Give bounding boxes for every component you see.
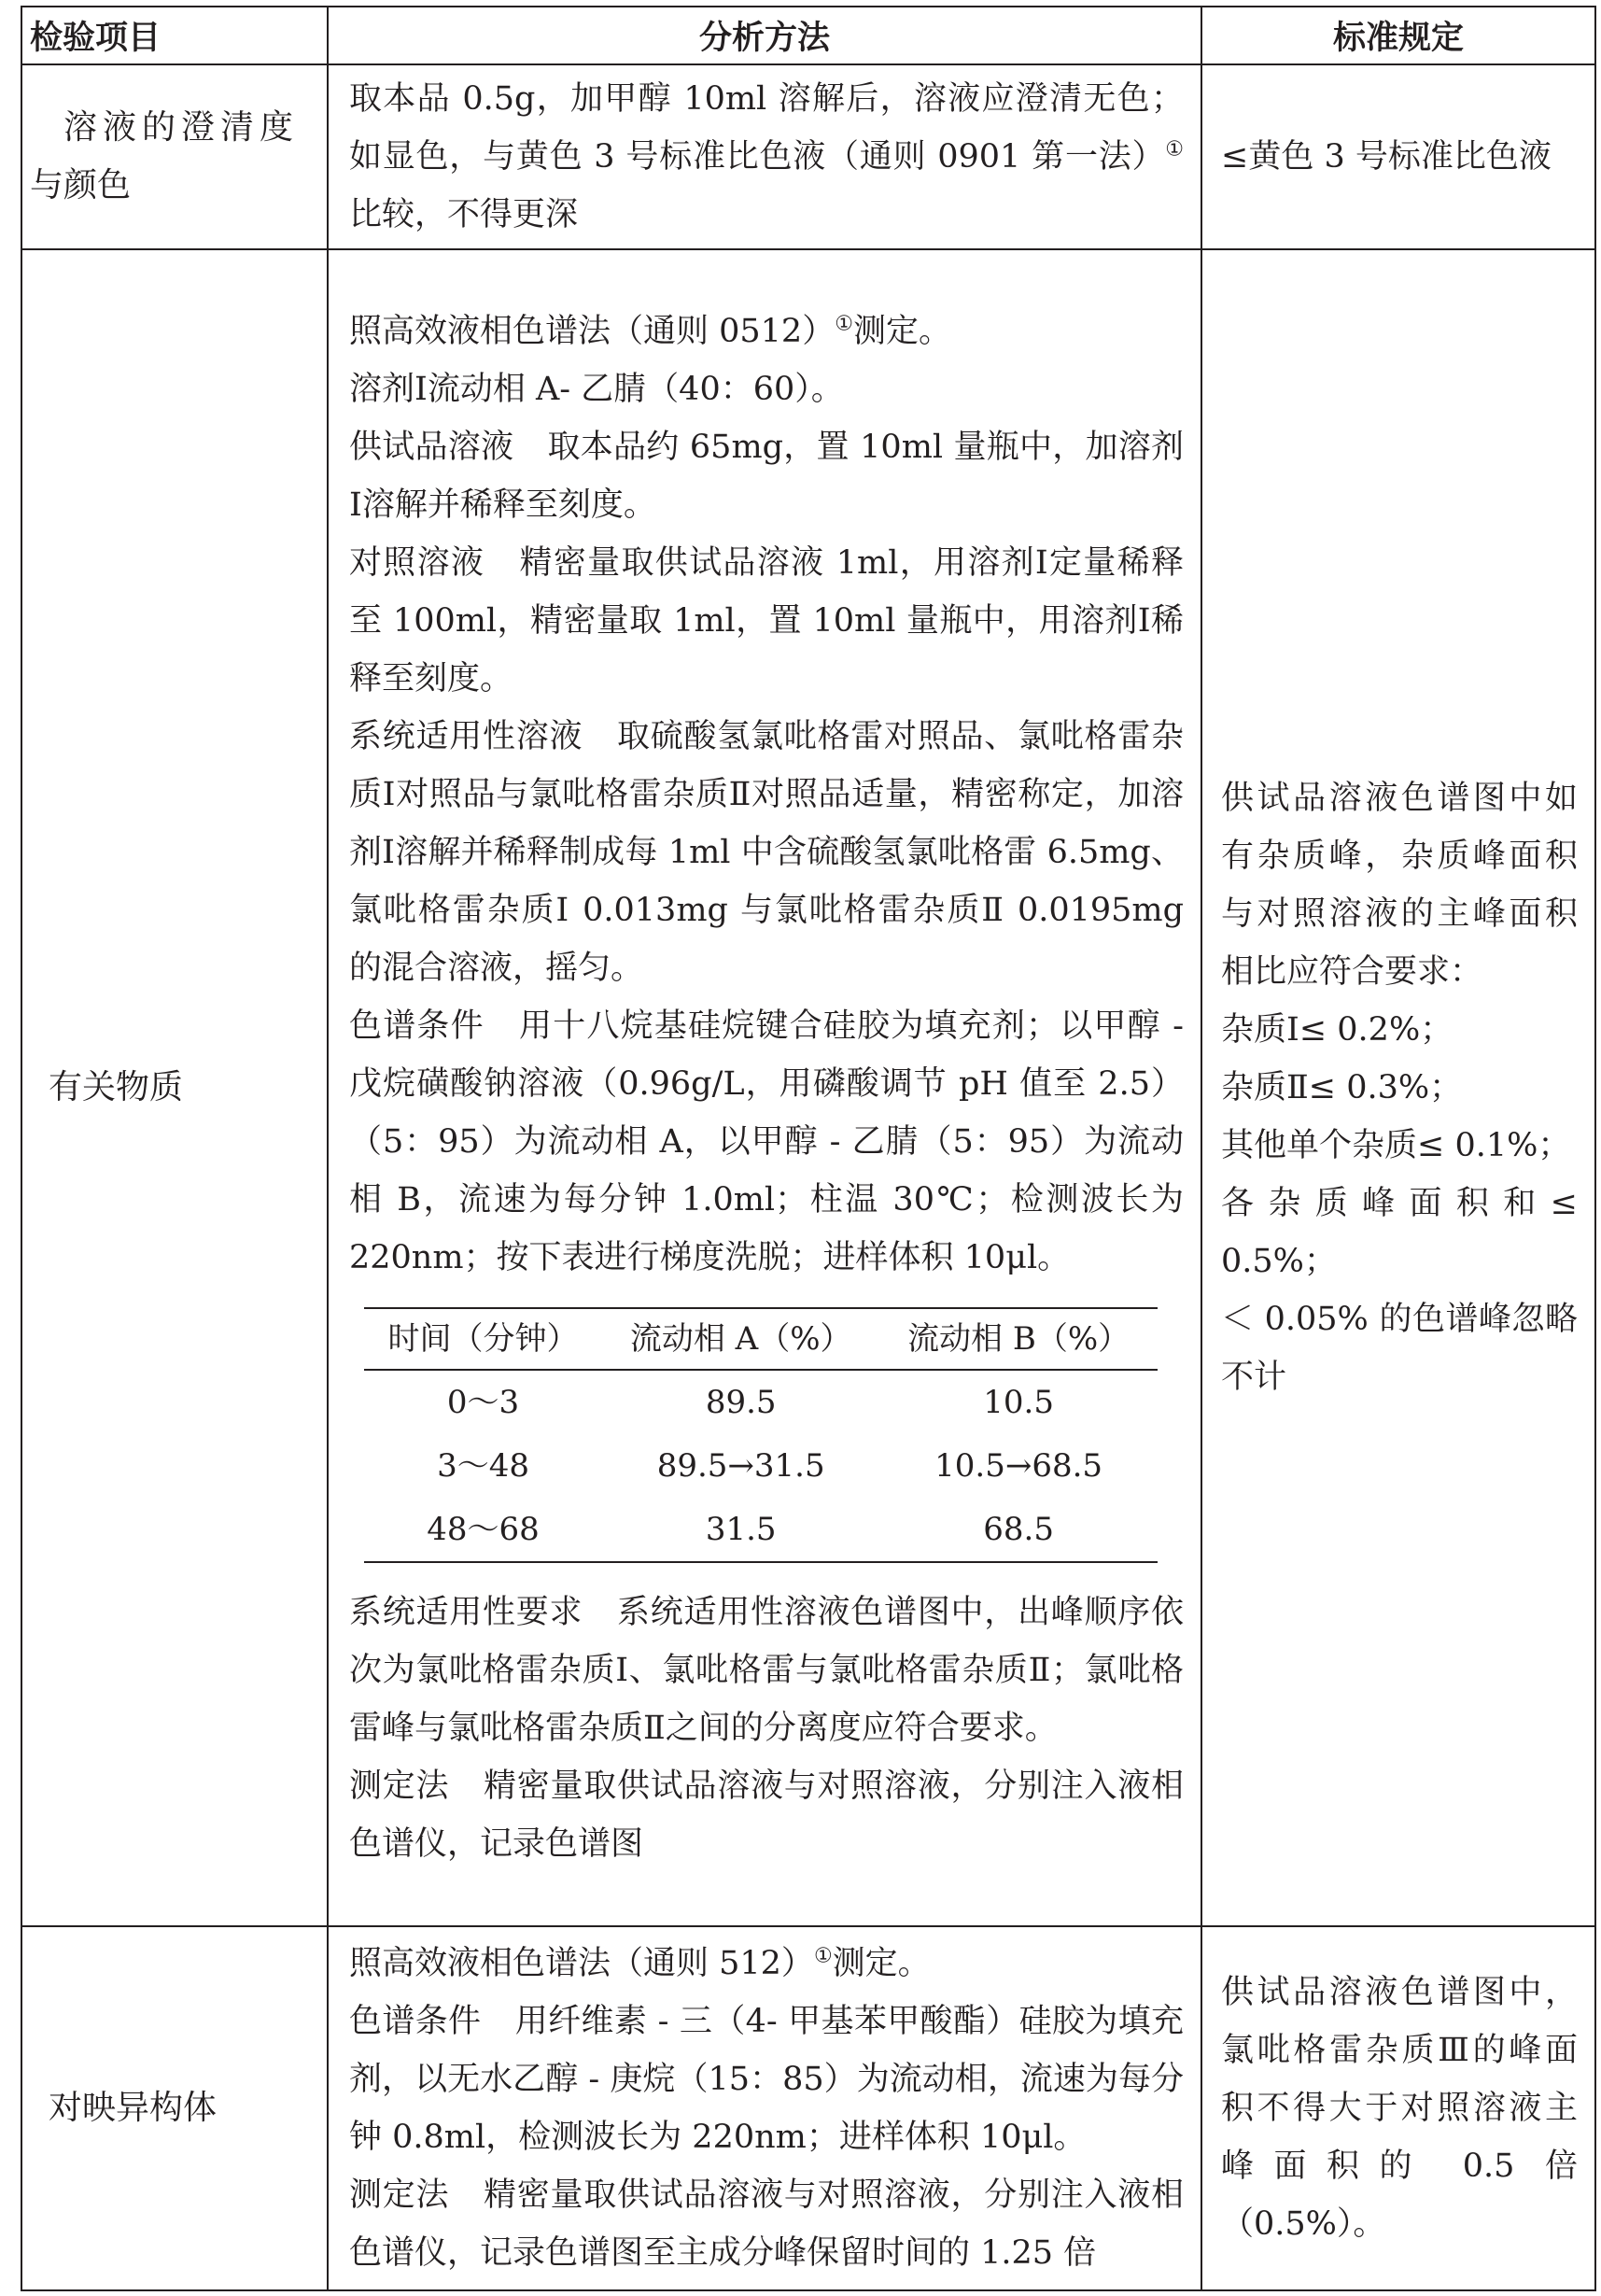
- gradient-row: [364, 1498, 1158, 1562]
- gradient-header-time: 时间（分钟）: [364, 1308, 602, 1370]
- header-test-item: 检验项目: [21, 7, 328, 64]
- method-para-3: 供试品溶液 取本品约 65mg，置 10ml 量瓶中，加溶剂Ⅰ溶解并稀释至刻度。: [349, 429, 1184, 524]
- gradient-row: [364, 1370, 1158, 1434]
- standard-line: 杂质Ⅱ≤ 0.3%；: [1221, 1069, 1463, 1106]
- gradient-row: [364, 1434, 1158, 1498]
- footnote-marker: ①: [1165, 137, 1184, 162]
- method-clarity-color: [328, 64, 1201, 249]
- item-clarity-color: [21, 64, 328, 249]
- gradient-cell: 0～3: [446, 1384, 520, 1421]
- method-para-1: 照高效液相色谱法（通则 512）①测定。: [349, 1944, 931, 1982]
- method-para-4: 对照溶液 精密量取供试品溶液 1ml，用溶剂Ⅰ定量稀释至 100ml，精密量取 1ml，置 10ml 量瓶中，用溶剂Ⅰ稀释至刻度。: [349, 544, 1184, 697]
- gradient-header-phase-a: 流动相 A（%）: [602, 1308, 879, 1370]
- item-clarity-line1: 溶液的澄清度: [63, 108, 300, 147]
- method-related-substances: [328, 249, 1201, 1926]
- gradient-cell: 10.5: [983, 1384, 1054, 1421]
- standard-line: ＜ 0.05% 的色谱峰忽略不计: [1221, 1301, 1578, 1396]
- header-standard: 标准规定: [1201, 7, 1595, 64]
- header-analysis-method: 分析方法: [328, 7, 1201, 64]
- standard-line: 杂质Ⅰ≤ 0.2%；: [1221, 1011, 1454, 1049]
- gradient-cell: 89.5: [705, 1384, 777, 1421]
- gradient-header-phase-b: 流动相 B（%）: [879, 1308, 1158, 1370]
- method-para-5: 系统适用性溶液 取硫酸氢氯吡格雷对照品、氯吡格雷杂质Ⅰ对照品与氯吡格雷杂质Ⅱ对照品适量，精密称定，加溶剂Ⅰ溶解并稀释制成每 1ml 中含硫酸氢氯吡格雷 6.5mg、氯吡格雷杂质Ⅰ 0.013mg 与氯吡格雷杂质Ⅱ 0.0195mg 的混合溶液，摇匀。: [349, 718, 1184, 987]
- gradient-header-row: [364, 1308, 1158, 1370]
- standard-related-substances: [1201, 249, 1595, 1926]
- gradient-cell: 10.5→68.5: [934, 1447, 1103, 1485]
- gradient-cell: 68.5: [983, 1511, 1054, 1548]
- item-enantiomer: 对映异构体: [21, 1926, 328, 2290]
- method-para-7: 系统适用性要求 系统适用性溶液色谱图中，出峰顺序依次为氯吡格雷杂质Ⅰ、氯吡格雷与氯吡格雷杂质Ⅱ；氯吡格雷峰与氯吡格雷杂质Ⅱ之间的分离度应符合要求。: [349, 1594, 1184, 1747]
- standard-line: 供试品溶液色谱图中如有杂质峰，杂质峰面积与对照溶液的主峰面积相比应符合要求：: [1221, 780, 1578, 991]
- footnote-marker: ①: [835, 312, 853, 336]
- gradient-cell: 48～68: [427, 1511, 540, 1548]
- method-para-6: 色谱条件 用十八烷基硅烷键合硅胶为填充剂；以甲醇 - 戊烷磺酸钠溶液（0.96g/L，用磷酸调节 pH 值至 2.5）（5：95）为流动相 A，以甲醇 - 乙腈（5：95）为流动相 B，流速为每分钟 1.0ml；柱温 30℃；检测波长为 220nm；按下表进行梯度洗脱；进样体积 10μl。: [349, 1007, 1184, 1276]
- gradient-table: [364, 1307, 1158, 1563]
- quality-spec-table: [21, 6, 1596, 2291]
- standard-line: 其他单个杂质≤ 0.1%；: [1221, 1127, 1571, 1164]
- gradient-cell: 3～48: [437, 1447, 529, 1485]
- table-row-clarity: [21, 64, 1595, 249]
- gradient-cell: 89.5→31.5: [656, 1447, 825, 1485]
- standard-enantiomer: 供试品溶液色谱图中，氯吡格雷杂质Ⅲ的峰面积不得大于对照溶液主峰面积的 0.5 倍（0.5%）。: [1201, 1926, 1595, 2290]
- method-para-2: 溶剂Ⅰ流动相 A- 乙腈（40：60）。: [349, 371, 844, 408]
- footnote-marker: ①: [813, 1944, 833, 1968]
- item-clarity-line2: 与颜色: [30, 166, 132, 204]
- table-header-row: [21, 7, 1595, 64]
- table-row-related-substances: [21, 249, 1595, 1926]
- item-related-substances: 有关物质: [21, 249, 328, 1926]
- method-clarity-text: 取本品 0.5g，加甲醇 10ml 溶解后，溶液应澄清无色；如显色，与黄色 3 号标准比色液（通则 0901 第一法）①比较，不得更深: [349, 80, 1184, 233]
- table-row-enantiomer: [21, 1926, 1595, 2290]
- gradient-cell: 31.5: [705, 1511, 777, 1548]
- method-para-1: 照高效液相色谱法（通则 0512）①测定。: [349, 312, 951, 350]
- standard-clarity-color: ≤黄色 3 号标准比色液: [1201, 64, 1595, 249]
- method-para-3: 测定法 精密量取供试品溶液与对照溶液，分别注入液相色谱仪，记录色谱图至主成分峰保留时间的 1.25 倍: [349, 2176, 1184, 2272]
- standard-line: 各杂质峰面积和≤ 0.5%；: [1221, 1185, 1578, 1280]
- method-enantiomer: [328, 1926, 1201, 2290]
- method-para-2: 色谱条件 用纤维素 - 三（4- 甲基苯甲酸酯）硅胶为填充剂，以无水乙醇 - 庚烷（15：85）为流动相，流速为每分钟 0.8ml，检测波长为 220nm；进样体积 10μl。: [349, 2003, 1184, 2156]
- method-para-8: 测定法 精密量取供试品溶液与对照溶液，分别注入液相色谱仪，记录色谱图: [349, 1768, 1184, 1863]
